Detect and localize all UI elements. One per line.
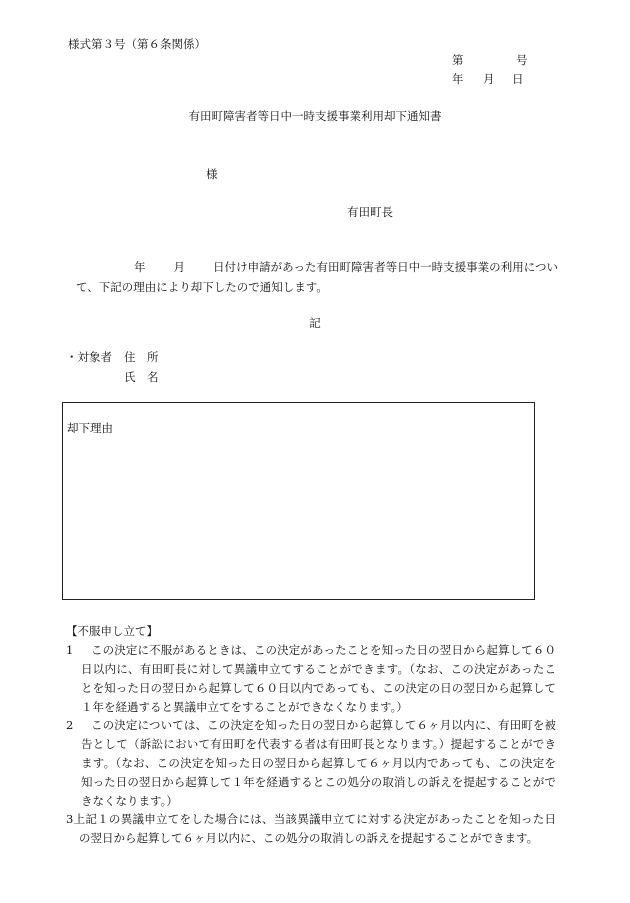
- appeal-item: [66, 810, 556, 848]
- target-person-label: ・対象者: [66, 350, 112, 364]
- appeal-item-number: 2: [66, 718, 74, 732]
- body-year-label: 年: [134, 260, 146, 274]
- document-number-suffix: 号: [516, 53, 528, 67]
- ki-heading: 記: [309, 316, 321, 330]
- target-address-label: 住 所: [124, 350, 159, 364]
- document-number-label: 第: [452, 53, 464, 67]
- sender-name: 有田町長: [347, 205, 393, 219]
- date-year-label: 年: [452, 72, 464, 86]
- form-number: 様式第３号（第６条関係）: [68, 37, 206, 51]
- body-line1-text: 日付け申請があった有田町障害者等日中一時支援事業の利用につい: [213, 260, 559, 274]
- appeal-item: [66, 641, 556, 717]
- appeal-item-text: この決定については、この決定を知った日の翌日から起算して６ヶ月以内に、有田町を被告として（訴訟において有田町を代表する者は有田町長となります。）提起することができます。（なお、この決定を知った日の翌日から起算して６ヶ月以内であっても、この決定を知った日の翌日から起算して１年を経過するとこの処分の取消しの訴えを提起することができなくなります。）: [81, 718, 556, 808]
- rejection-reason-label: 却下理由: [67, 421, 113, 435]
- notice-body-line2: て、下記の理由により却下したので通知します。: [76, 280, 328, 294]
- appeal-heading: 【不服申し立て】: [66, 624, 158, 638]
- target-name-label: 氏 名: [124, 370, 159, 384]
- appeal-item-text: この決定に不服があるときは、この決定があったことを知った日の翌日から起算して６０日以内に、有田町長に対して異議申立てすることができます。（なお、この決定があったことを知った日の翌日から起算して６０日以内であっても、この決定の日の翌日から起算して１年を経過すると異議申立てをすることができなくなります。）: [81, 643, 556, 714]
- notice-body: [76, 257, 558, 297]
- body-month-label: 月: [173, 260, 186, 274]
- rejection-reason-box: [62, 402, 535, 600]
- document-title: 有田町障害者等日中一時支援事業利用却下通知書: [188, 109, 442, 123]
- appeal-item: [66, 716, 556, 811]
- appeal-item-number: 1: [66, 643, 74, 657]
- date-day-label: 日: [512, 72, 524, 86]
- appeal-item-text: 3上記１の異議申立てをした場合には、当該異議申立てに対する決定があったことを知った日の翌日から起算して６ヶ月以内に、この処分の取消しの訴えを提起することができます。: [66, 812, 556, 845]
- addressee-suffix: 様: [206, 167, 218, 181]
- notice-body-line1: [76, 257, 558, 277]
- date-month-label: 月: [483, 72, 495, 86]
